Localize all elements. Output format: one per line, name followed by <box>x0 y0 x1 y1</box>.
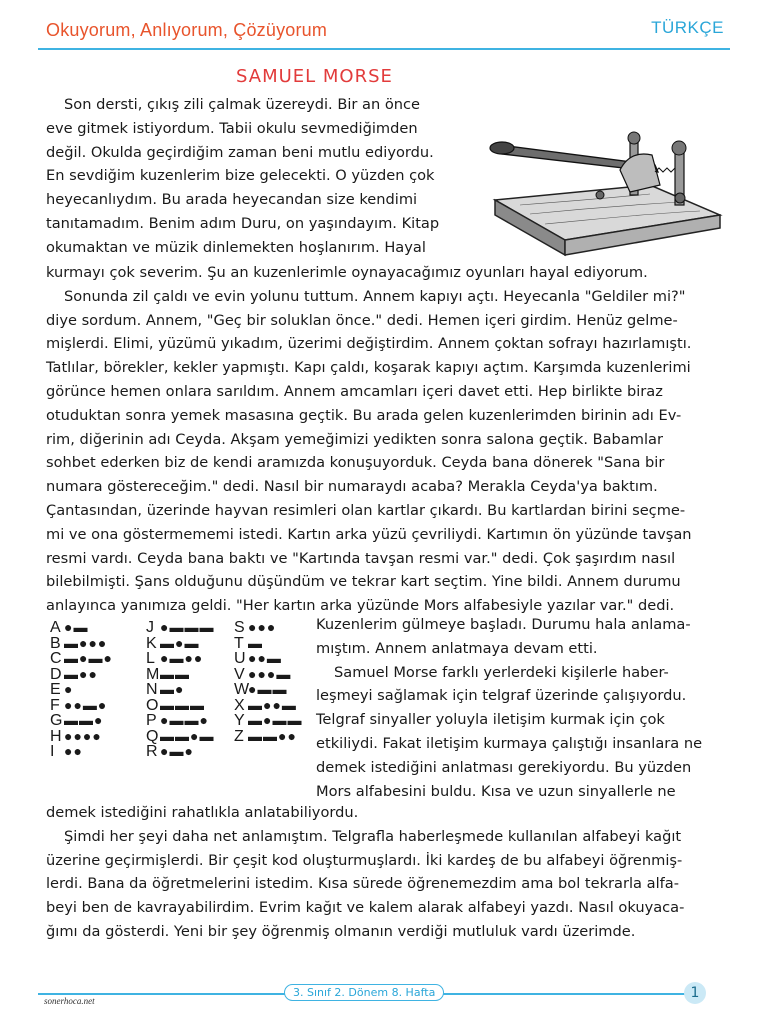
morse-entry <box>50 729 113 745</box>
text-line: demek istediğini anlatması gerekiyordu. Bu yüzden <box>316 758 692 776</box>
morse-entry <box>234 620 302 636</box>
morse-letter: G <box>50 712 63 729</box>
morse-entry <box>50 682 113 698</box>
morse-entry <box>146 667 214 683</box>
morse-code: ●●●● <box>64 727 102 744</box>
morse-entry <box>234 682 302 698</box>
footer-brand: sonerhoca.net <box>44 996 95 1006</box>
text-line: Tatlılar, börekler, kekler yapmıştı. Kapı çaldı, koşarak kapıyı açtım. Karşımda kuzenlerimi <box>46 359 691 377</box>
morse-letter: I <box>50 743 55 760</box>
text-line: Şimdi her şeyi daha net anlamıştım. Telgrafla haberleşmede kullanılan alfabeyi kağıt <box>64 827 682 845</box>
morse-code: ●▬ <box>64 619 89 635</box>
morse-code: ●●● <box>248 619 277 635</box>
morse-entry <box>146 698 214 714</box>
morse-code: ▬●▬ <box>160 634 200 651</box>
text-line: numara göstereceğim." dedi. Nasıl bir numaraydı acaba? Merakla Ceyda'ya baktım. <box>46 478 658 496</box>
morse-column <box>234 620 302 744</box>
text-line: Sonunda zil çaldı ve evin yolunu tuttum. Annem kapıyı açtı. Heyecanla "Geldiler mi?" <box>64 287 686 305</box>
morse-code: ●▬▬● <box>160 712 209 728</box>
text-line: mi ve ona göstermememi istedi. Kartın arka yüzü çevriliydi. Kartımın ön yüzünde tavşan <box>46 525 692 543</box>
text-line: Kuzenlerim gülmeye başladı. Durumu hala anlama- <box>316 616 691 633</box>
text-line: eve gitmek istiyordum. Tabii okulu sevmediğimden <box>46 119 418 137</box>
text-line: Çantasından, üzerinde hayvan resimleri olan kartlar çıkardı. Bu kartlardan birini seçme- <box>46 501 686 519</box>
morse-letter: Q <box>146 727 159 745</box>
morse-letter: E <box>50 681 61 698</box>
morse-code: ●▬●● <box>160 650 204 666</box>
morse-column <box>50 620 113 760</box>
text-line: Son dersti, çıkış zili çalmak üzereydi. Bir an önce <box>64 96 421 113</box>
morse-letter: U <box>234 650 246 667</box>
header-divider <box>38 48 730 50</box>
text-line: En sevdiğim kuzenlerim bize gelecekti. O yüzden çok <box>46 167 435 185</box>
morse-letter: N <box>146 681 158 698</box>
morse-code: ▬●●● <box>64 634 108 651</box>
morse-code: ▬ <box>248 634 263 651</box>
morse-letter: O <box>146 696 159 714</box>
morse-letter: C <box>50 650 62 667</box>
text-line: demek istediğini rahatlıkla anlatabiliyordu. <box>46 804 359 821</box>
morse-letter: M <box>146 665 160 683</box>
text-line: resmi vardı. Ceyda bana baktı ve "Kartında tavşan resmi var." dedi. Çok şaşırdım nasıl <box>46 549 676 567</box>
morse-entry <box>146 620 214 636</box>
morse-code: ▬▬●● <box>248 727 297 744</box>
morse-letter: K <box>146 634 157 652</box>
page-number: 1 <box>684 982 706 1004</box>
series-title: Okuyorum, Anlıyorum, Çözüyorum <box>46 20 328 40</box>
morse-entry <box>146 729 214 745</box>
morse-code: ▬▬●▬ <box>160 727 215 744</box>
text-line: mişlerdi. Elimi, yüzümü yıkadım, üzerimi değiştirdim. Annem çoktan sofrayı hazırlamıştı. <box>46 335 692 353</box>
text-line: mıştım. Annem anlatmaya devam etti. <box>316 639 598 657</box>
morse-code: ●▬▬ <box>248 681 288 697</box>
text-line: beyi ben de kavrayabilirdim. Evrim kağıt ve kalem alarak alfabeyi yazdı. Nasıl okuyaca- <box>46 899 685 917</box>
story-intro <box>46 93 726 260</box>
text-line: sohbet ederken biz de kendi aramızda konuşuyorduk. Ceyda bana dönerek "Sana bir <box>46 454 665 472</box>
morse-letter: Y <box>234 712 245 729</box>
text-line: kurmayı çok severim. Şu an kuzenlerimle oynayacağımız oyunları hayal ediyorum. <box>46 264 648 281</box>
story-morse-side-text <box>316 613 702 803</box>
text-line: diye sordum. Annem, "Geç bir soluklan önce." dedi. Hemen içeri girdim. Henüz gelme- <box>46 311 678 329</box>
morse-letter: S <box>234 619 245 636</box>
text-line: Telgraf sinyaller yoluyla iletişim kurmak için çok <box>316 711 665 729</box>
story-body-1 <box>46 261 726 618</box>
morse-alphabet-table <box>50 620 310 790</box>
text-line: anlayınca yanımıza geldi. "Her kartın arka yüzünde Mors alfabesiyle yazılar var." dedi. <box>46 597 675 615</box>
text-line: görünce hemen onlara sarıldım. Annem amcamları içeri davet etti. Hep birlikte biraz <box>46 382 663 400</box>
morse-entry <box>50 620 113 636</box>
morse-entry <box>50 667 113 683</box>
text-line: rim, diğerinin adı Ceyda. Akşam yemeğimizi yedikten sonra salona geçtik. Babamlar <box>46 430 663 448</box>
morse-letter: R <box>146 743 158 760</box>
morse-entry <box>50 651 113 667</box>
morse-code: ●●▬ <box>248 650 282 666</box>
morse-entry <box>50 698 113 714</box>
morse-code: ●▬● <box>160 743 194 759</box>
morse-code: ▬▬ <box>160 665 190 682</box>
morse-entry <box>50 744 113 760</box>
text-line: üzerine geçirmişlerdi. Bir çeşit kod oluşturmuşlardı. İki kardeş de bu alfabeyi öğrenmiş- <box>46 851 683 869</box>
morse-letter: J <box>146 619 154 636</box>
morse-letter: D <box>50 665 62 683</box>
morse-entry <box>146 744 214 760</box>
text-line: Mors alfabesini buldu. Kısa ve uzun sinyallerle ne <box>316 782 676 800</box>
morse-letter: Z <box>234 727 244 745</box>
text-line: leşmeyi sağlamak için telgraf üzerinde çalışıyordu. <box>316 687 687 705</box>
morse-entry <box>50 713 113 729</box>
morse-letter: F <box>50 696 60 714</box>
morse-entry <box>146 651 214 667</box>
morse-letter: H <box>50 727 62 745</box>
morse-letter: A <box>50 619 61 636</box>
week-badge: 3. Sınıf 2. Dönem 8. Hafta <box>284 984 444 1001</box>
morse-code: ▬▬● <box>64 712 104 728</box>
morse-entry <box>234 651 302 667</box>
text-line: tanıtamadım. Benim adım Duru, on yaşındayım. Kitap <box>46 214 440 232</box>
text-line: ğımı da gösterdi. Yeni bir şey öğrenmiş olmanın verdiği mutluluk vardı üzerimde. <box>46 922 636 940</box>
morse-code: ▬●▬▬ <box>248 712 303 728</box>
text-line: lerdi. Bana da öğretmelerini istedim. Kısa sürede öğrenemezdim ama bol tekrarla alfa- <box>46 875 679 893</box>
morse-letter: X <box>234 696 245 714</box>
text-line: etkiliydi. Fakat iletişim kurmaya çalıştığı insanlara ne <box>316 734 703 752</box>
morse-entry <box>234 729 302 745</box>
subject-label: TÜRKÇE <box>651 18 724 37</box>
morse-letter: B <box>50 634 61 652</box>
morse-code: ▬▬▬ <box>160 696 205 713</box>
morse-letter: L <box>146 650 155 667</box>
text-line: otuduktan sonra yemek masasına geçtik. Bu arada gelen kuzenlerimden birinin adı Ev- <box>46 406 682 424</box>
morse-code: ●● <box>64 743 83 759</box>
morse-entry <box>234 667 302 683</box>
morse-column <box>146 620 214 760</box>
morse-letter: W <box>234 681 250 698</box>
text-line: bilebilmişti. Şans olduğunu düşündüm ve tekrar kart seçtim. Yine bildi. Annem durumu <box>46 573 681 591</box>
morse-letter: P <box>146 712 157 729</box>
morse-code: ▬●●▬ <box>248 696 297 713</box>
morse-code: ● <box>64 681 74 697</box>
morse-entry <box>234 698 302 714</box>
morse-code: ●●●▬ <box>248 665 292 682</box>
morse-letter: T <box>234 634 244 652</box>
morse-entry <box>146 682 214 698</box>
story-title: SAMUEL MORSE <box>236 66 393 87</box>
story-body-2 <box>46 801 726 944</box>
morse-code: ▬●● <box>64 665 98 682</box>
text-line: Samuel Morse farklı yerlerdeki kişilerle haber- <box>334 663 669 681</box>
text-line: okumaktan ve müzik dinlemekten hoşlanırım. Hayal <box>46 238 426 256</box>
morse-code: ▬●▬● <box>64 650 113 666</box>
morse-code: ●●▬● <box>64 696 108 713</box>
morse-entry <box>146 636 214 652</box>
text-line: değil. Okulda geçirdiğim zaman beni mutlu ediyordu. <box>46 143 434 161</box>
morse-entry <box>234 636 302 652</box>
morse-entry <box>146 713 214 729</box>
morse-entry <box>234 713 302 729</box>
morse-code: ●▬▬▬ <box>160 619 215 635</box>
morse-letter: V <box>234 665 245 683</box>
morse-code: ▬● <box>160 681 185 697</box>
text-line: heyecanlıydım. Bu arada heyecandan size kendimi <box>46 191 418 209</box>
morse-entry <box>50 636 113 652</box>
